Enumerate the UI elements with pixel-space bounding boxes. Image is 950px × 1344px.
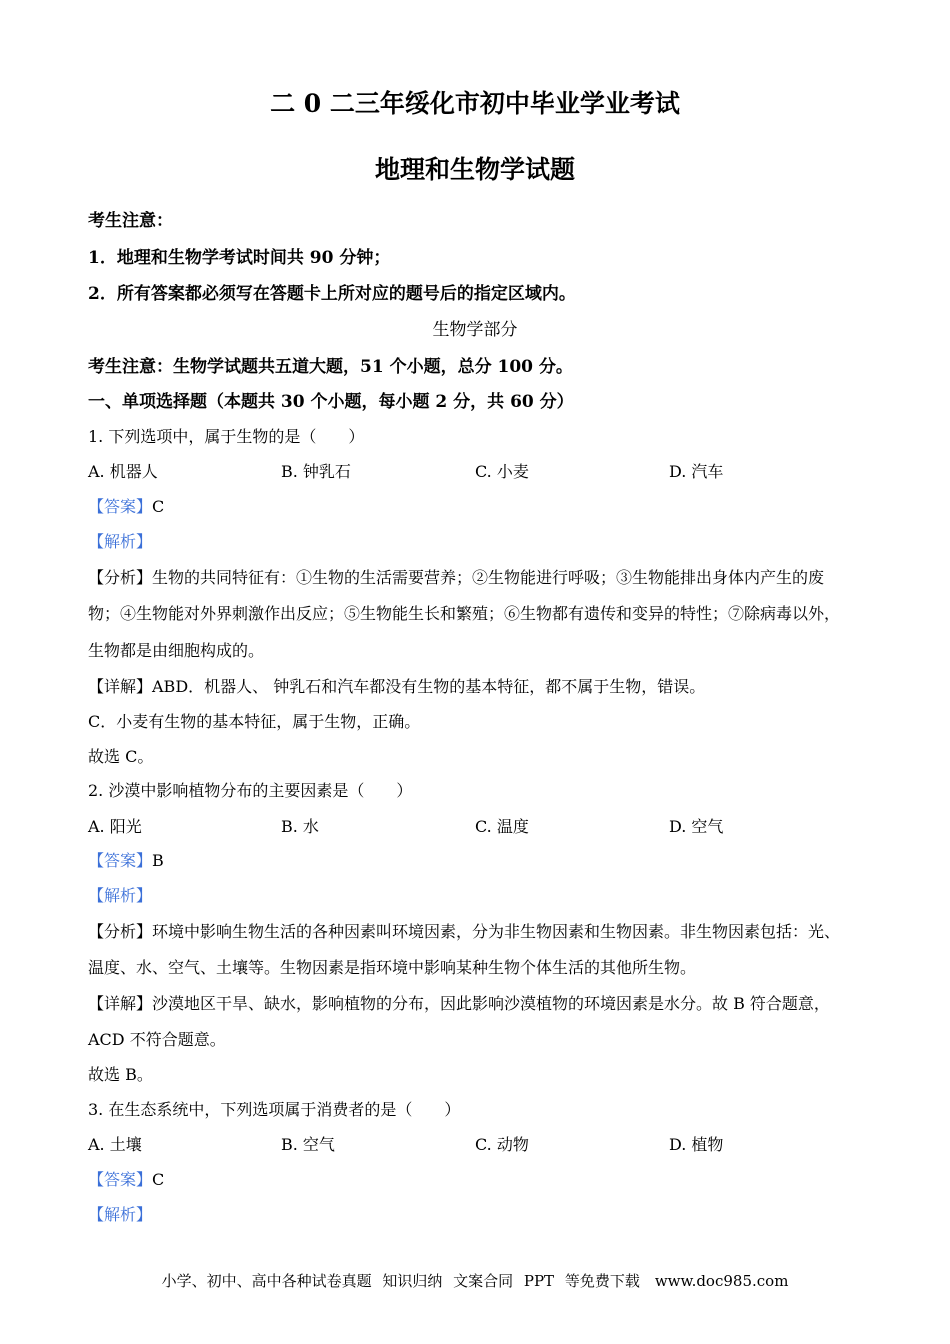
question-3: 3. 在生态系统中，下列选项属于消费者的是（ ） xyxy=(88,1100,461,1119)
answer-value: C xyxy=(152,1170,165,1189)
q3-answer xyxy=(88,1167,164,1190)
exam-subtitle: 地理和生物学试题 xyxy=(374,155,575,184)
q1-option-d: D. 汽车 xyxy=(669,462,724,481)
section-title: 生物学部分 xyxy=(432,320,518,340)
q1-detail-line-2: C．小麦有生物的基本特征，属于生物，正确。 xyxy=(88,712,421,731)
part1-heading: 一、单项选择题（本题共 30 个小题，每小题 2 分，共 60 分） xyxy=(88,392,574,412)
q1-fenxi-line-2: 物；④生物能对外界刺激作出反应；⑤生物能生长和繁殖；⑥生物都有遗传和变异的特性；⑦除病毒以外， xyxy=(88,604,841,623)
q2-detail-line-2: ACD 不符合题意。 xyxy=(88,1030,226,1049)
q2-option-c: C. 温度 xyxy=(475,817,529,836)
q1-answer xyxy=(88,494,164,517)
answer-tag: 【答案】 xyxy=(88,497,153,516)
answer-value: C xyxy=(152,497,165,516)
question-2: 2. 沙漠中影响植物分布的主要因素是（ ） xyxy=(88,781,413,800)
q1-option-b: B. 钟乳石 xyxy=(281,462,351,481)
q2-option-a: A. 阳光 xyxy=(88,817,142,836)
q2-fenxi-line-2: 温度、水、空气、土壤等。生物因素是指环境中影响某种生物个体生活的其他所生物。 xyxy=(88,958,697,977)
q3-option-c: C. 动物 xyxy=(475,1135,529,1154)
q1-detail-line-3: 故选 C。 xyxy=(88,747,154,766)
q2-detail-line-3: 故选 B。 xyxy=(88,1065,153,1084)
section-notice: 考生注意：生物学试题共五道大题，51 个小题，总分 100 分。 xyxy=(88,357,573,377)
q3-option-a: A. 土壤 xyxy=(88,1135,142,1154)
q2-answer xyxy=(88,848,164,871)
question-1: 1. 下列选项中，属于生物的是（ ） xyxy=(88,427,365,446)
notice-heading: 考生注意： xyxy=(88,211,173,231)
q2-option-b: B. 水 xyxy=(281,817,319,836)
q2-option-d: D. 空气 xyxy=(669,817,724,836)
notice-item-2: 2．所有答案都必须写在答题卡上所对应的题号后的指定区域内。 xyxy=(88,284,576,304)
q2-fenxi-line-1: 【分析】环境中影响生物生活的各种因素叫环境因素，分为非生物因素和生物因素。非生物因素包括：光、 xyxy=(88,922,841,941)
notice-item-1: 1．地理和生物学考试时间共 90 分钟； xyxy=(88,248,391,268)
q1-option-c: C. 小麦 xyxy=(475,462,529,481)
q1-analysis-tag: 【解析】 xyxy=(88,532,153,551)
q1-fenxi-line-3: 生物都是由细胞构成的。 xyxy=(88,641,265,660)
exam-title: 二 0 二三年绥化市初中毕业学业考试 xyxy=(270,89,680,118)
q1-detail-line-1: 【详解】ABD．机器人、 钟乳石和汽车都没有生物的基本特征，都不属于生物，错误。 xyxy=(88,677,706,696)
q2-detail-line-1: 【详解】沙漠地区干旱、缺水，影响植物的分布，因此影响沙漠植物的环境因素是水分。故 B 符合题意， xyxy=(88,994,830,1013)
q1-fenxi-line-1: 【分析】生物的共同特征有：①生物的生活需要营养；②生物能进行呼吸；③生物能排出身体内产生的废 xyxy=(88,568,825,587)
q3-option-d: D. 植物 xyxy=(669,1135,724,1154)
answer-tag: 【答案】 xyxy=(88,851,153,870)
q1-option-a: A. 机器人 xyxy=(88,462,158,481)
q3-analysis-tag: 【解析】 xyxy=(88,1205,153,1224)
q3-option-b: B. 空气 xyxy=(281,1135,335,1154)
answer-tag: 【答案】 xyxy=(88,1170,153,1189)
answer-value: B xyxy=(152,851,164,870)
q2-analysis-tag: 【解析】 xyxy=(88,886,153,905)
page-footer: 小学、初中、高中各种试卷真题 知识归纳 文案合同 PPT 等免费下载 www.doc985.com xyxy=(161,1272,789,1290)
